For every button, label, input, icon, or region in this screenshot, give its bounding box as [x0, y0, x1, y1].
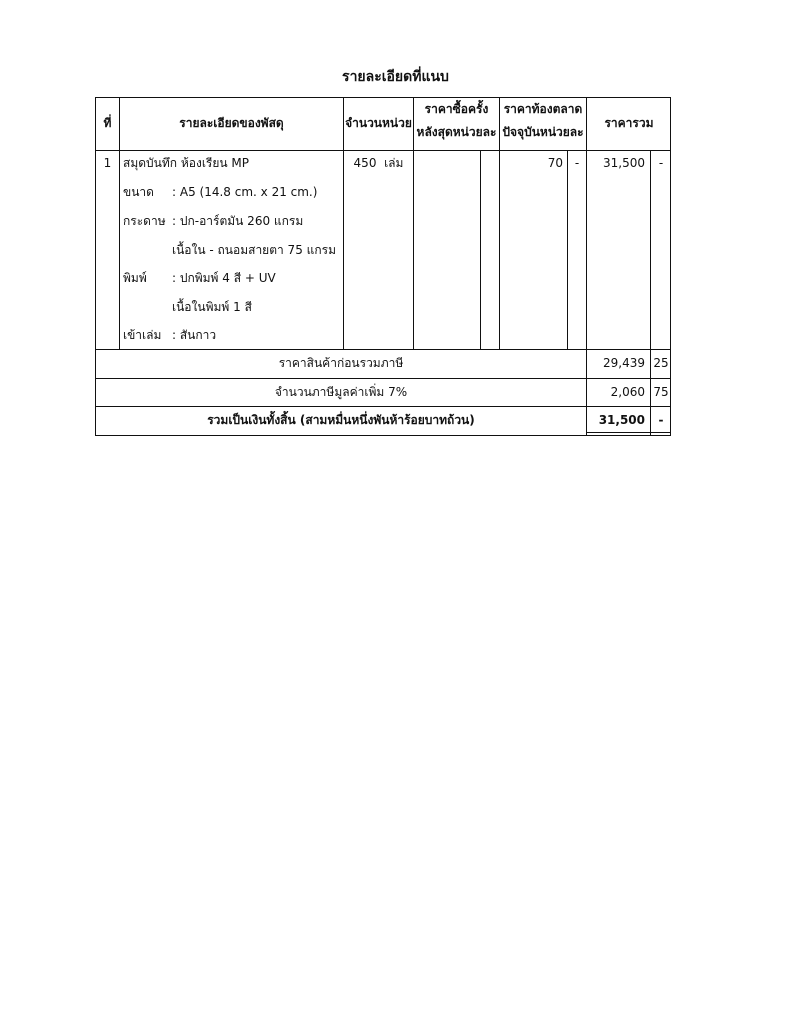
col-divider-item	[343, 97, 344, 350]
grand-total-label: รวมเป็นเงินทั้งสิ้น (สามหมื่นหนึ่งพันห้าร้อยบาทถ้วน)	[207, 413, 475, 427]
detail-value-binding: : สันกาว	[172, 328, 217, 342]
grand-total-baht: 31,500	[598, 413, 645, 427]
summary-divider-2	[95, 378, 671, 379]
header-total: ราคารวม	[604, 116, 654, 130]
row-market-price-satang: -	[574, 156, 580, 170]
header-last-price-line2: หลังสุดหน่วยละ	[416, 125, 497, 139]
header-last-price-line1: ราคาซื้อครั้ง	[424, 102, 489, 116]
header-item: รายละเอียดของพัสดุ	[179, 116, 284, 130]
detail-label-size: ขนาด	[123, 185, 154, 199]
detail-value-print-inner: เนื้อในพิมพ์ 1 สี	[172, 300, 252, 314]
grand-total-satang: -	[658, 413, 664, 427]
detail-value-print-cover: : ปกพิมพ์ 4 สี + UV	[172, 271, 276, 285]
detail-value-paper-inner: เนื้อใน - ถนอมสายตา 75 แกรม	[172, 243, 336, 257]
row-no: 1	[103, 156, 112, 170]
subtotal-label: ราคาสินค้าก่อนรวมภาษี	[278, 356, 404, 370]
grand-total-double-rule	[586, 432, 671, 433]
header-market-price-line1: ราคาท้องตลาด	[503, 102, 583, 116]
detail-value-paper-cover: : ปก-อาร์ตมัน 260 แกรม	[172, 214, 304, 228]
detail-value-size: : A5 (14.8 cm. x 21 cm.)	[172, 185, 318, 199]
detail-label-binding: เข้าเล่ม	[123, 328, 162, 342]
summary-divider-1	[95, 349, 671, 350]
vat-label: จำนวนภาษีมูลค่าเพิ่ม 7%	[274, 385, 408, 399]
header-no: ที่	[103, 116, 112, 130]
document-title: รายละเอียดที่แนบ	[342, 69, 449, 85]
header-qty: จำนวนหน่วย	[345, 116, 412, 130]
subtotal-baht: 29,439	[603, 356, 645, 370]
row-qty: 450 เล่ม	[353, 156, 404, 170]
col-divider-no	[119, 97, 120, 350]
vat-satang: 75	[653, 385, 669, 399]
col-divider-last-price-satang	[480, 150, 481, 350]
row-total-baht: 31,500	[603, 156, 645, 170]
subtotal-satang: 25	[653, 356, 669, 370]
row-total-satang: -	[658, 156, 664, 170]
detail-label-paper: กระดาษ	[123, 214, 166, 228]
summary-divider-3	[95, 406, 671, 407]
header-divider	[95, 150, 671, 151]
detail-label-print: พิมพ์	[123, 271, 147, 285]
vat-baht: 2,060	[610, 385, 645, 399]
row-market-price-baht: 70	[547, 156, 563, 170]
item-name: สมุดบันทึก ห้องเรียน MP	[123, 156, 249, 170]
col-divider-market-satang	[567, 150, 568, 350]
header-market-price-line2: ปัจจุบันหน่วยละ	[502, 125, 584, 139]
